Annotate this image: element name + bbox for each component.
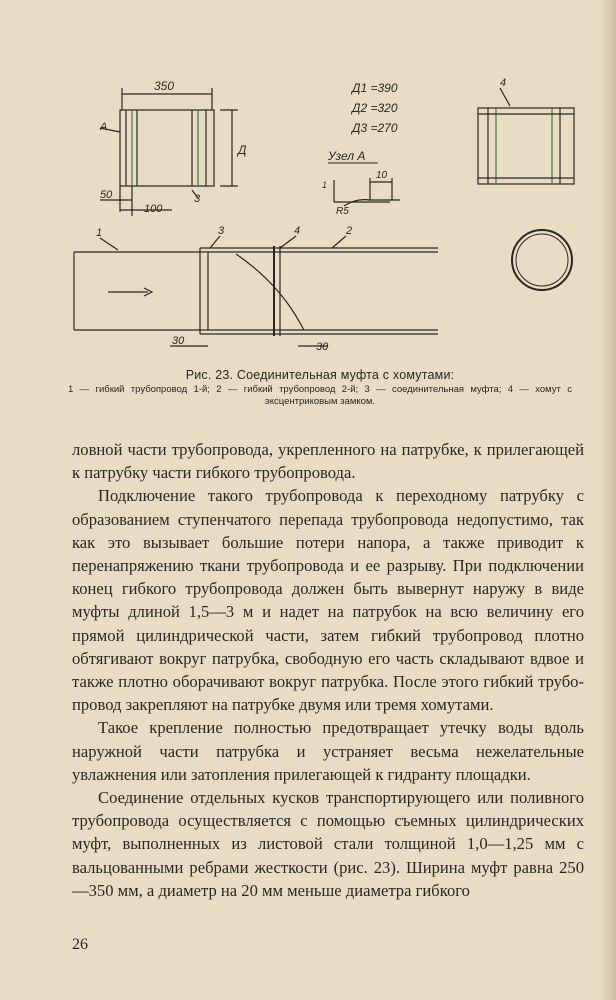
paragraph-3: Такое крепление полностью предотвращает утечку воды вдоль наружной части патрубка и устраняет весьма нежелательные увлажнения или затопления прилегающей к гидранту площадки. [72, 718, 584, 784]
paragraph-2: Подключение такого трубопровода к переходному патрубку с образованием ступенчатого перепада трубопровода недопустимо, так как это вызывает большие потери напора, а также приводит к перенапряжению ткани трубопровода и ее разрыву. При подключении конец гибкого трубопровода должен быть вывернут наружу в виде муфты длиной 1,5—3 м и надет на патрубок на всю величину его прямой цилиндрической части, затем гибкий трубопровод плотно обтягивают вокруг патрубка, свободную его часть складывают вдвое и также плотно оборачивают вокруг патрубка. После этого гибкий трубопровод закрепляют на патрубке двумя или тремя хомутами. [72, 486, 584, 715]
diameter-2: Д2 =320 [352, 101, 398, 115]
page-edge [602, 0, 616, 1000]
node-label: Узел А [328, 149, 366, 163]
coupling-drawing [60, 70, 590, 370]
coupling-side-view [478, 88, 574, 184]
coupling-front-view [100, 88, 238, 216]
figure-caption [60, 368, 580, 408]
callout-4-top: 4 [500, 77, 507, 89]
node-a-detail [334, 178, 400, 206]
callout-2: 2 [346, 225, 353, 237]
callout-3-top: 3 [194, 193, 201, 205]
dim-r5: R5 [336, 206, 349, 217]
dim-30-left: 30 [172, 335, 185, 347]
dim-100: 100 [144, 203, 163, 215]
diameter-3: Д3 =270 [352, 121, 398, 135]
callout-4: 4 [294, 225, 301, 237]
dim-d: Д [238, 143, 247, 157]
diameter-1: Д1 =390 [352, 81, 398, 95]
figure-23 [60, 70, 590, 370]
dim-1: 1 [322, 180, 328, 190]
pipeline-assembly [74, 236, 438, 346]
dim-350: 350 [154, 79, 175, 93]
callout-1: 1 [96, 227, 103, 239]
callout-3: 3 [218, 225, 225, 237]
clamp-ring [512, 230, 572, 290]
dim-10: 10 [376, 170, 388, 181]
dim-50: 50 [100, 189, 113, 201]
caption-legend: 1 — гибкий трубопровод 1-й; 2 — гибкий трубопровод 2-й; 3 — соединительная муфта; 4 — хомут с эксцентриковым замком. [68, 384, 572, 407]
dim-30-right: 30 [316, 341, 329, 353]
label-a: А [100, 121, 108, 133]
paragraph-4: Соединение отдельных кусков транспортирующего или поливного трубопровода осуществляется с помощью съемных цилиндрических муфт, выполненных из листовой стали толщиной 1,0—1,25 мм с вальцованными ребрами жесткости (рис. 23). Ширина муфт равна 250—350 мм, а диаметр на 20 мм меньше диаметра гибкого [72, 788, 584, 900]
paragraph-1: ловной части трубопровода, укрепленного на патрубке, к прилегающей к патрубку части гибкого трубопровода. [72, 440, 584, 483]
page-number: 26 [72, 936, 88, 953]
body-text [72, 438, 584, 902]
caption-title: Рис. 23. Соединительная муфта с хомутами: [185, 368, 455, 382]
